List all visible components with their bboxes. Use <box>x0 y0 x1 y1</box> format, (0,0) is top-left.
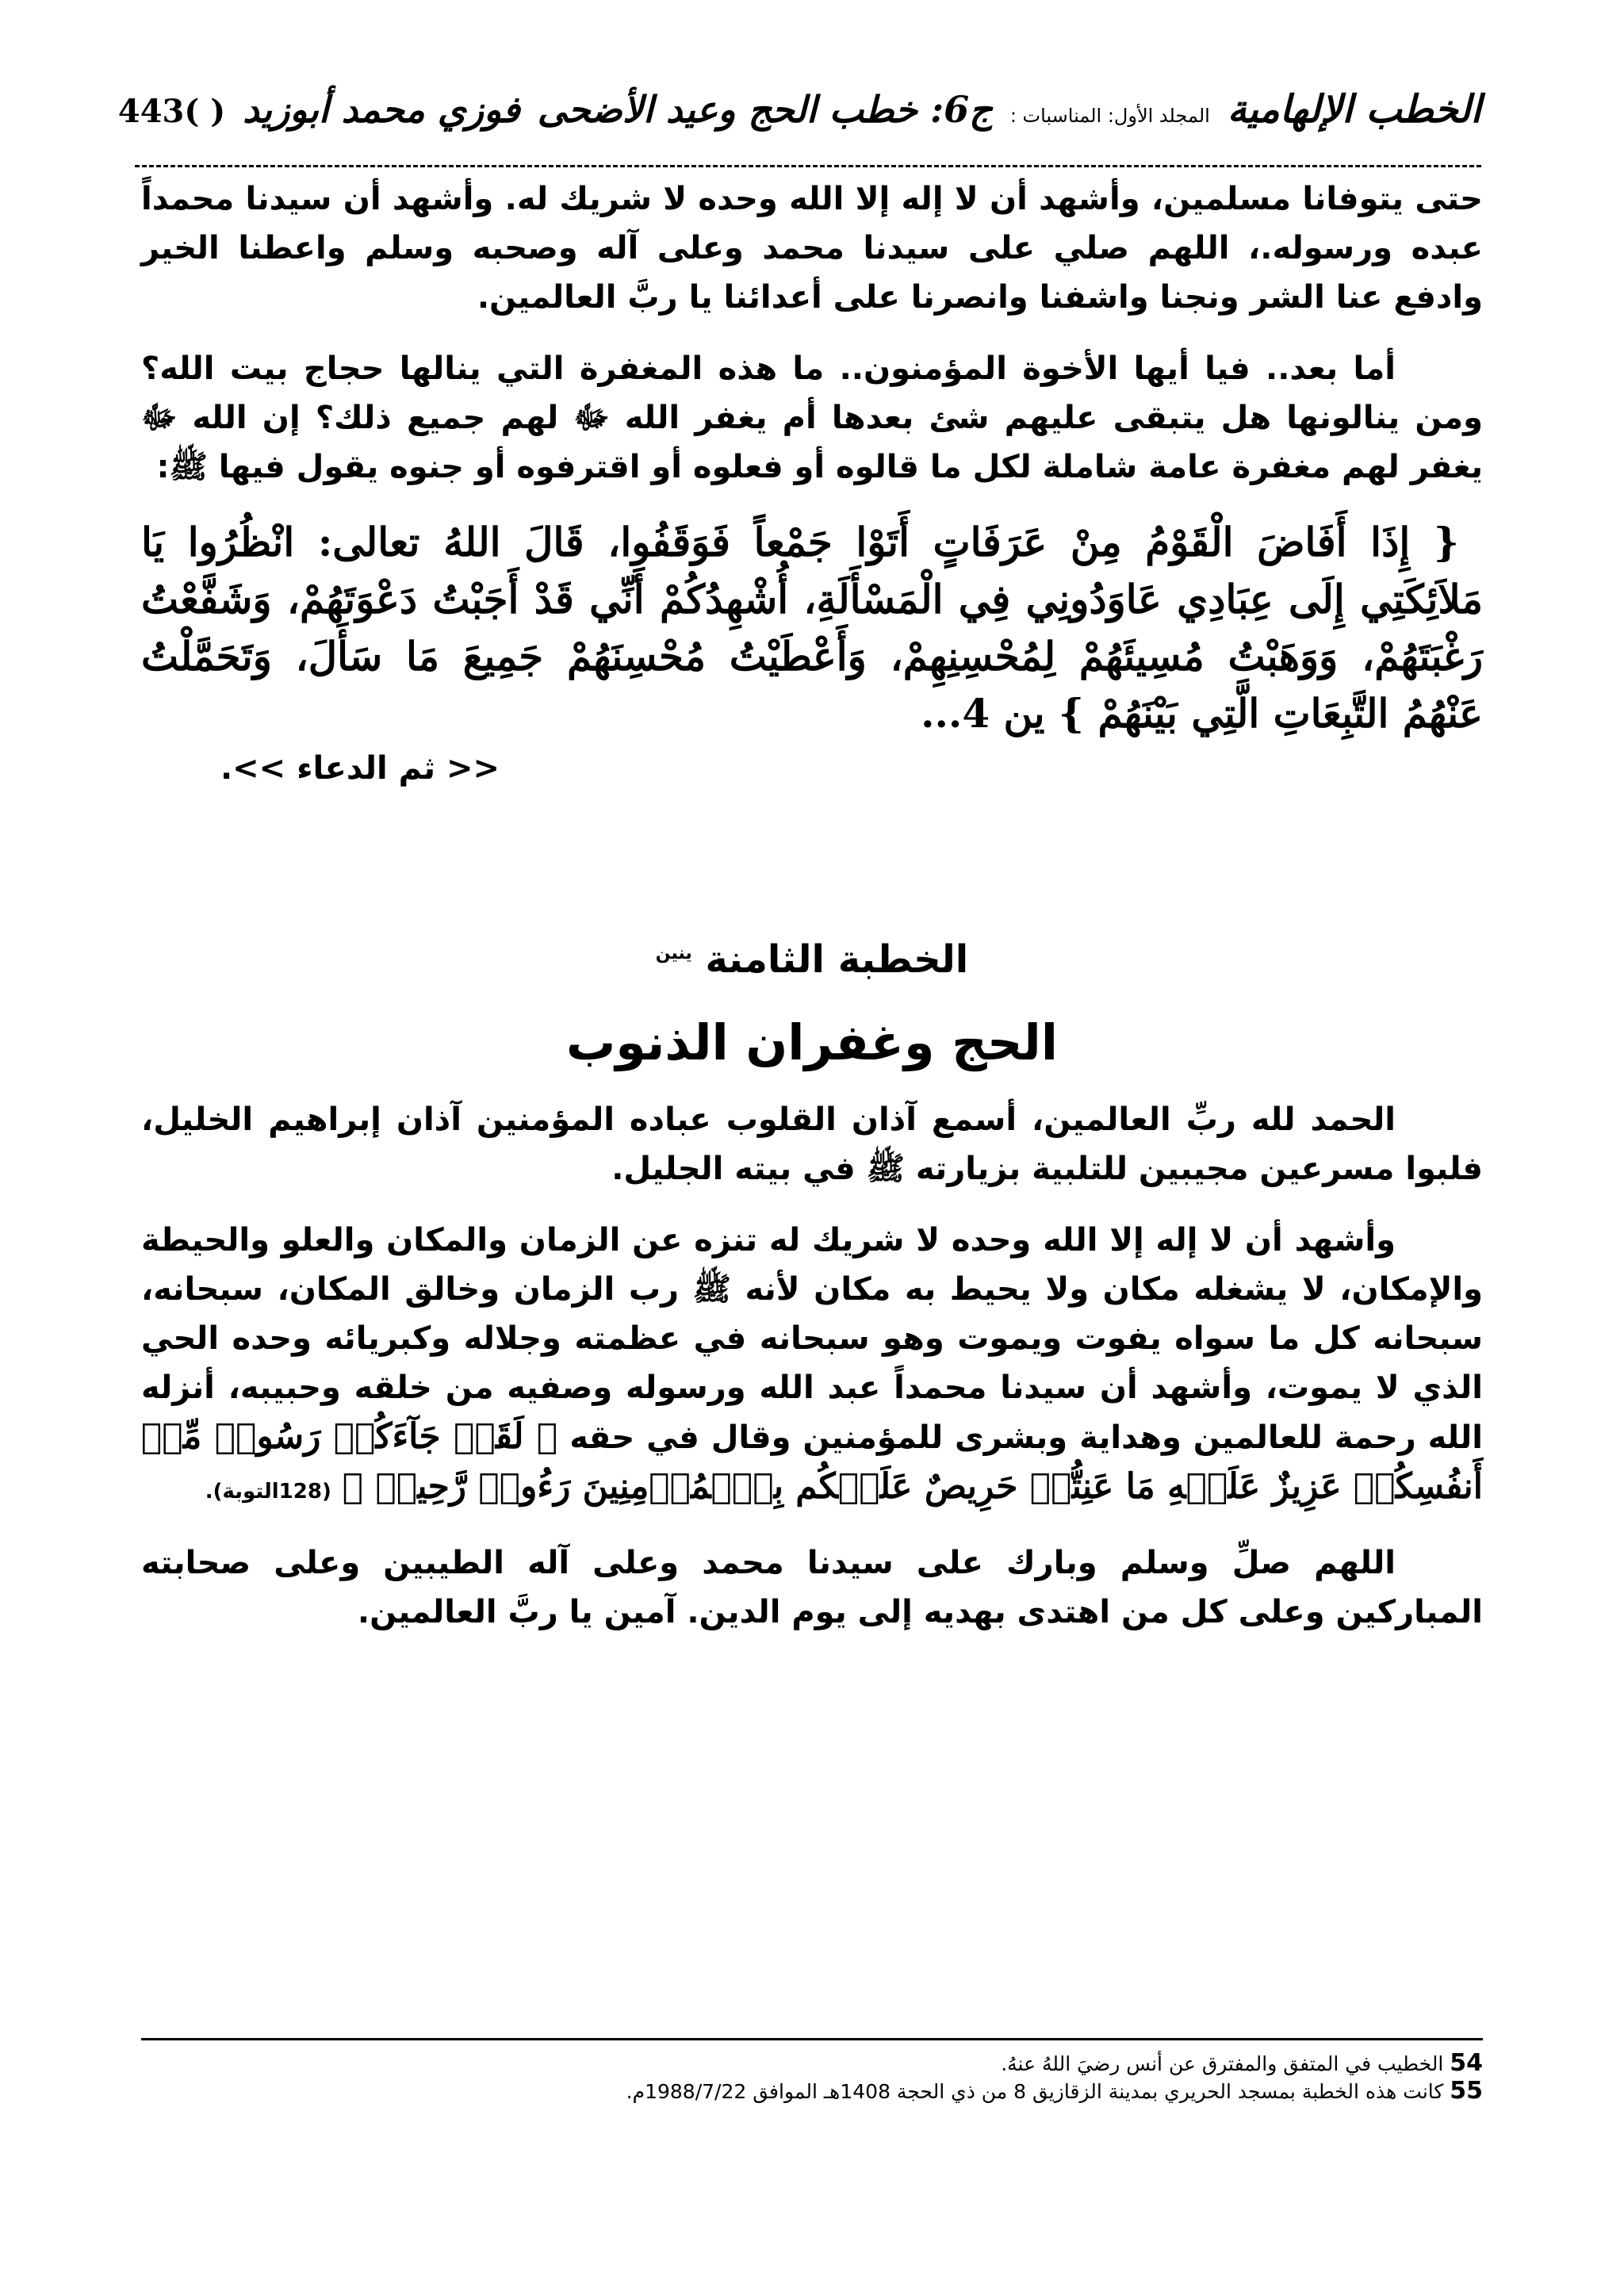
sermon-title-footnote-mark: ينين <box>655 944 692 964</box>
footnote-55 <box>141 2078 1483 2105</box>
hadith-quote: { إِذَا أَفَاضَ الْقَوْمُ مِنْ عَرَفَاتٍ أَتَوْا جَمْعاً فَوَقَفُوا، قَالَ اللهُ تعالى: انْظُرُوا يَا مَلاَئِكَتِي إِلَى عِبَادِي عَاوَدُونِي فِي الْمَسْأَلَةِ، أُشْهِدُكُمْ أَنِّي قَدْ أَجَبْتُ دَعْوَتَهُمْ، وَشَفَّعْتُ رَغْبَتَهُمْ، وَوَهَبْتُ مُسِيئَهُمْ لِمُحْسِنِهِمْ، وَأَعْطَيْتُ مُحْسِنَهُمْ جَمِيعَ مَا سَأَلَ، وَتَحَمَّلْتُ عَنْهُمُ التَّبِعَاتِ الَّتِي بَيْنَهُمْ } ين 4... <box>141 519 1483 737</box>
paragraph-testimony <box>141 1216 1483 1516</box>
paragraph-closing-prayer: حتى يتوفانا مسلمين، وأشهد أن لا إله إلا الله وحده لا شريك له. وأشهد أن سيدنا محمداً عبده ورسوله.، اللهم صلي على سيدنا محمد وعلى آله وصحبه وسلم واعطنا الخير وادفع عنا الشر ونجنا واشفنا وانصرنا على أعدائنا يا ربَّ العالمين. <box>141 181 1483 316</box>
page-number: 443( ) <box>117 93 226 130</box>
sermon-title <box>141 937 1483 982</box>
footnote-number: 55 <box>1450 2077 1483 2105</box>
book-title: الخطب الإلهامية <box>1227 87 1481 132</box>
sermon-title-text: الخطبة الثامنة <box>705 937 969 982</box>
paragraph-salutation: اللهم صلِّ وسلم وبارك على سيدنا محمد وعلى آله الطيبين وعلى صحابته المباركين وعلى كل من اهتدى بهديه إلى يوم الدين. آمين يا ربَّ العالمين. <box>141 1545 1483 1630</box>
footnote-54 <box>141 2050 1483 2078</box>
dua-note: << ثم الدعاء >>. <box>220 750 500 787</box>
paragraph-opening-praise: الحمد لله ربِّ العالمين، أسمع آذان القلوب عباده المؤمنين آذان إبراهيم الخليل، فلبوا مسرعين مجيبين للتلبية بزيارته ﷺ في بيته الجليل. <box>141 1101 1483 1187</box>
page-body <box>141 174 1483 1659</box>
part-title: ج6: خطب الحج وعيد الأضحى <box>537 88 993 131</box>
verse-reference: (128التوبة). <box>205 1480 331 1504</box>
author-name: فوزي محمد أبوزيد <box>243 88 520 131</box>
footnotes <box>141 2038 1483 2105</box>
footnote-number: 54 <box>1450 2049 1483 2077</box>
testimony-text: وأشهد أن لا إله إلا الله وحده لا شريك له تنزه عن الزمان والمكان والعلو والحيطة والإمكان، لا يشغله مكان ولا يحيط به مكان لأنه ﷺ رب الزمان وخالق المكان، سبحانه، سبحانه كل ما سواه يفوت ويموت وهو سبحانه في عظمته وجلاله وكبريائه وحده الحي الذي لا يموت، وأشهد أن سيدنا محمداً عبد الله ورسوله وصفيه من خلقه وحبيبه، أنزله الله رحمة للعالمين وهداية وبشرى للمؤمنين وقال في حقه <box>141 1222 1483 1456</box>
sermon-subtitle: الحج وغفران الذنوب <box>565 1013 1059 1071</box>
quran-verse: ﴿ لَقَدۡ جَآءَكُمۡ رَسُولٞ مِّنۡ أَنفُسِكُمۡ عَزِيزٌ عَلَيۡهِ مَا عَنِتُّمۡ حَرِيصٌ عَلَيۡكُم بِٱلۡمُؤۡمِنِينَ رَءُوفٞ رَّحِيمٞ ﴾ <box>141 1416 1483 1507</box>
footnote-text: الخطيب في المتفق والمفترق عن أنس رضيَ اللهُ عنهُ. <box>1001 2052 1444 2075</box>
running-header <box>117 87 1481 167</box>
footnote-text: كانت هذه الخطبة بمسجد الحريري بمدينة الزقازيق 8 من ذي الحجة 1408هـ الموافق 1988/7/22م. <box>626 2080 1444 2103</box>
paragraph-question: أما بعد.. فيا أيها الأخوة المؤمنون.. ما هذه المغفرة التي ينالها حجاج بيت الله؟ ومن ينالونها هل يتبقى عليهم شئ بعدها أم يغفر الله ﷻ لهم جميع ذلك؟ إن الله ﷻ يغفر لهم مغفرة عامة شاملة لكل ما قالوه أو فعلوه أو اقترفوه أو جنوه يقول فيها ﷺ: <box>141 351 1483 485</box>
volume-label: المجلد الأول: المناسبات : <box>1009 105 1210 127</box>
